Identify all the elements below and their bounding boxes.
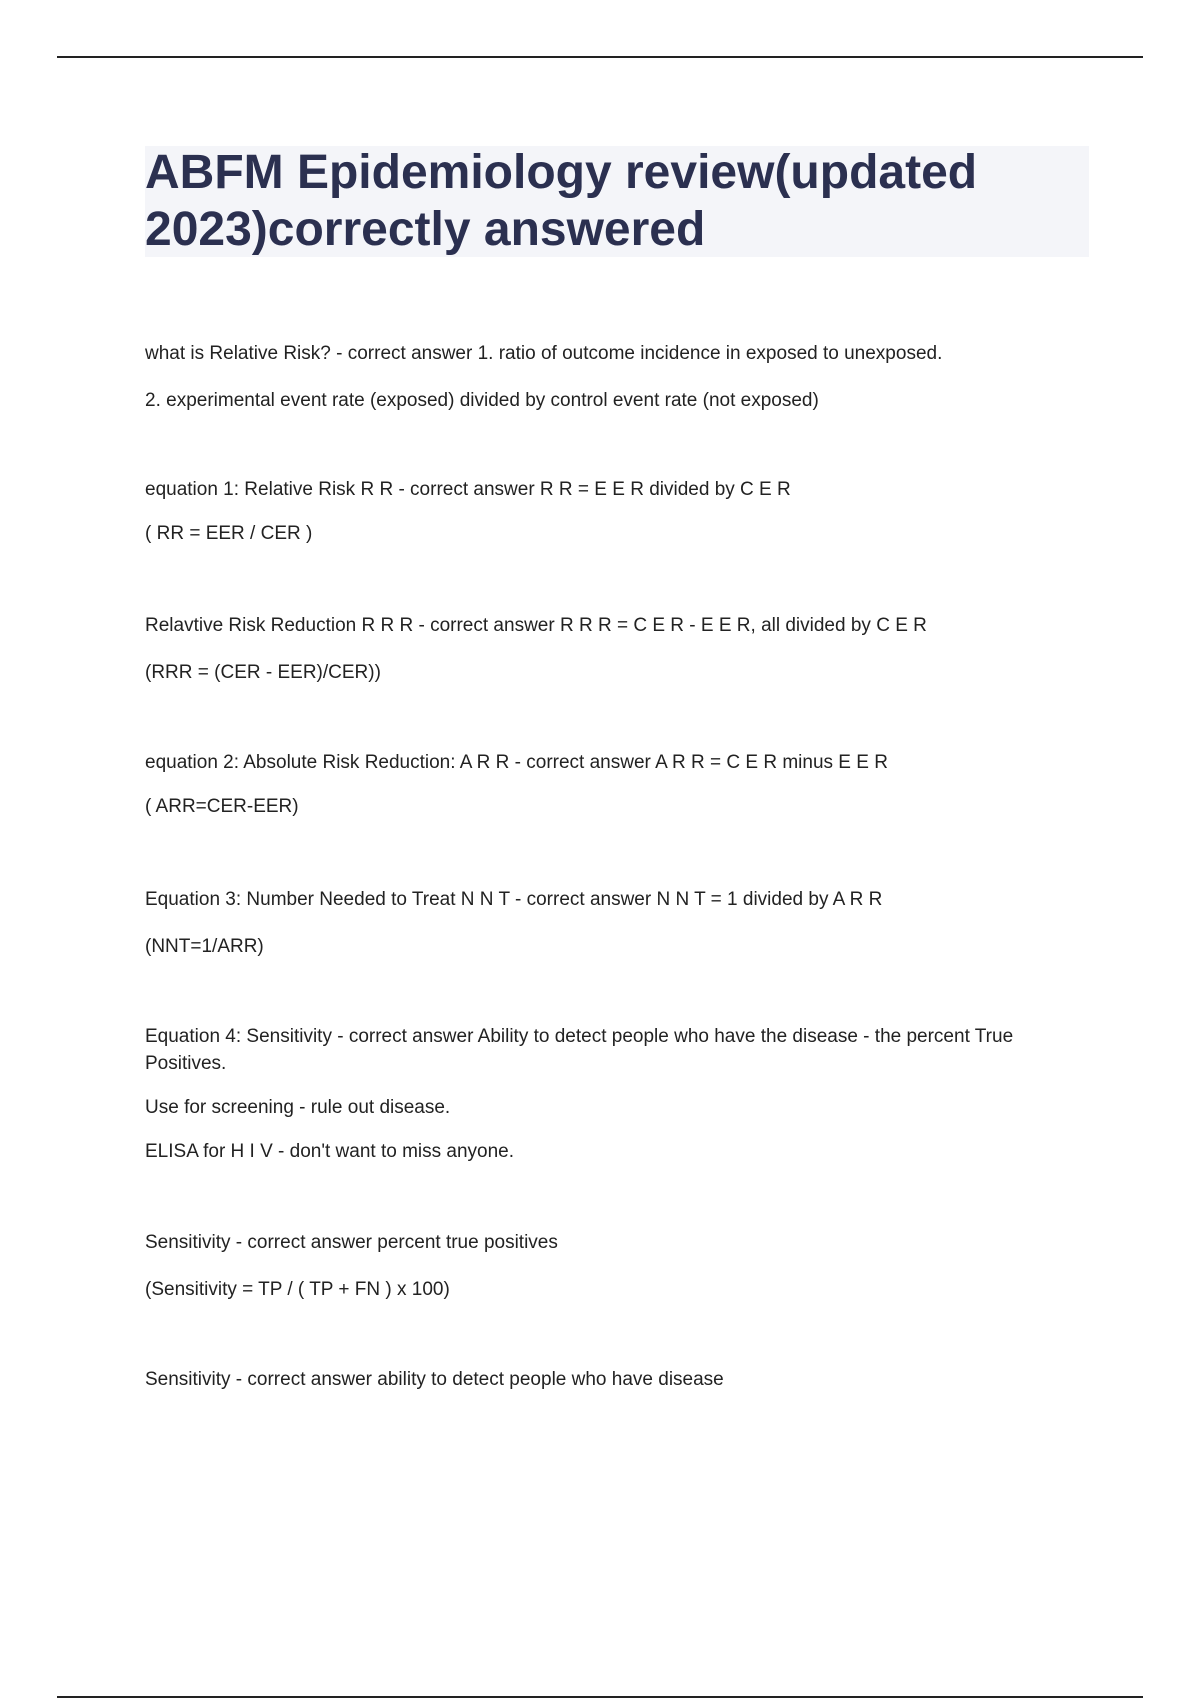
entry-line: what is Relative Risk? - correct answer 1. ratio of outcome incidence in exposed to unexposed. bbox=[145, 343, 943, 364]
entry-line: ( RR = EER / CER ) bbox=[145, 523, 313, 544]
document-body bbox=[145, 340, 1085, 1393]
entry-line: Equation 3: Number Needed to Treat N N T - correct answer N N T = 1 divided by A R R bbox=[145, 889, 883, 910]
top-divider bbox=[57, 56, 1143, 58]
entry-line: 2. experimental event rate (exposed) divided by control event rate (not exposed) bbox=[145, 390, 819, 411]
entry-line: Equation 4: Sensitivity - correct answer Ability to detect people who have the disease - the percent True Positives. bbox=[145, 1026, 1014, 1074]
entry-line: (NNT=1/ARR) bbox=[145, 936, 264, 957]
entry-equation-2 bbox=[145, 749, 1085, 820]
entry-equation-3 bbox=[145, 886, 1085, 960]
entry-relative-risk-reduction bbox=[145, 612, 1085, 686]
entry-line: Sensitivity - correct answer ability to detect people who have disease bbox=[145, 1369, 724, 1390]
entry-line: ELISA for H I V - don't want to miss anyone. bbox=[145, 1141, 515, 1162]
entry-sensitivity-percent bbox=[145, 1229, 1085, 1303]
entry-line: ( ARR=CER-EER) bbox=[145, 796, 299, 817]
document-title: ABFM Epidemiology review(updated 2023)correctly answered bbox=[145, 146, 978, 256]
entry-line: equation 2: Absolute Risk Reduction: A R R - correct answer A R R = C E R minus E E R bbox=[145, 752, 888, 773]
entry-line: (RRR = (CER - EER)/CER)) bbox=[145, 662, 381, 683]
bottom-divider bbox=[57, 1696, 1143, 1698]
entry-line: Relavtive Risk Reduction R R R - correct answer R R R = C E R - E E R, all divided by C E R bbox=[145, 615, 927, 636]
entry-line: (Sensitivity = TP / ( TP + FN ) x 100) bbox=[145, 1279, 450, 1300]
entry-line: equation 1: Relative Risk R R - correct answer R R = E E R divided by C E R bbox=[145, 479, 791, 500]
entry-line: Use for screening - rule out disease. bbox=[145, 1097, 451, 1118]
entry-equation-4 bbox=[145, 1023, 1085, 1165]
entry-sensitivity-ability bbox=[145, 1366, 1085, 1393]
entry-relative-risk bbox=[145, 340, 1085, 414]
entry-equation-1 bbox=[145, 476, 1085, 547]
entry-line: Sensitivity - correct answer percent true positives bbox=[145, 1232, 558, 1253]
